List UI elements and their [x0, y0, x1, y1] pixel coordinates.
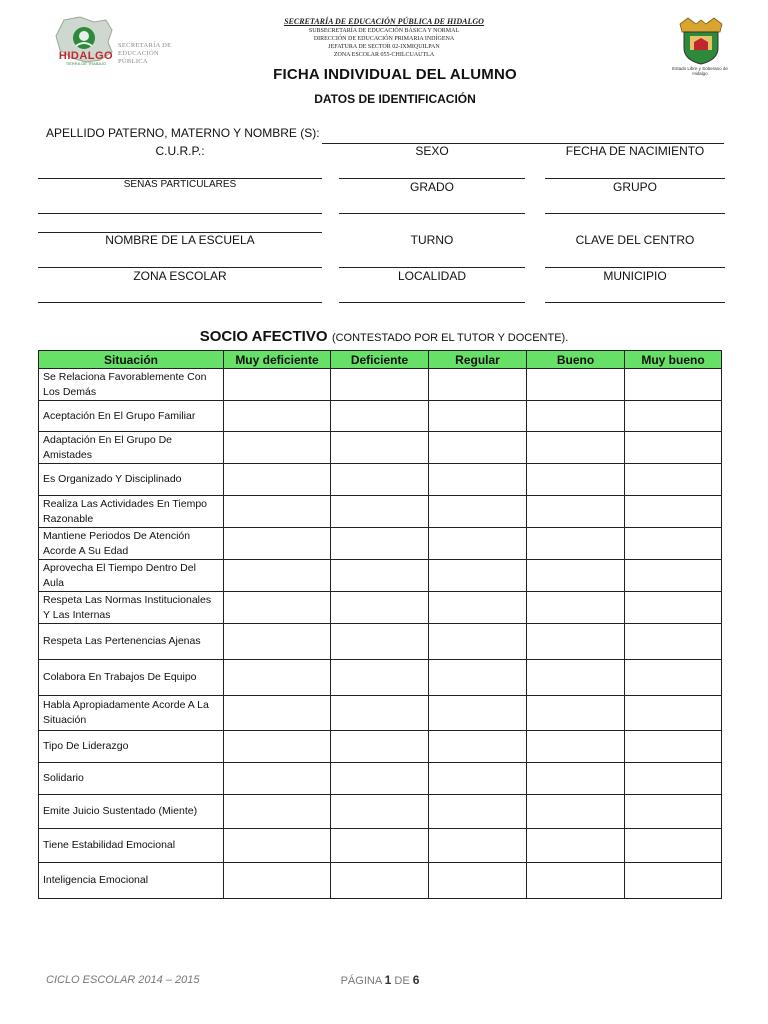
school-zone-field[interactable] — [38, 302, 322, 303]
situation-label: Realiza Las Actividades En Tiempo Razonable — [39, 496, 224, 528]
situation-label: Solidario — [39, 763, 224, 795]
situation-label: Habla Apropiadamente Acorde A La Situación — [39, 696, 224, 731]
rating-cell[interactable] — [429, 560, 527, 592]
school-field[interactable] — [38, 267, 322, 268]
rating-cell[interactable] — [527, 432, 625, 464]
table-header-row — [39, 351, 722, 369]
rating-cell[interactable] — [527, 496, 625, 528]
rating-cell[interactable] — [224, 432, 331, 464]
sexo-field[interactable] — [339, 178, 525, 179]
rating-cell[interactable] — [527, 829, 625, 863]
school-zone-label: ZONA ESCOLAR — [133, 269, 227, 283]
rating-cell[interactable] — [331, 560, 429, 592]
rating-cell[interactable] — [527, 464, 625, 496]
rating-cell[interactable] — [625, 763, 722, 795]
rating-cell[interactable] — [625, 863, 722, 899]
column-header: Situación — [39, 351, 224, 369]
school-key-label: CLAVE DEL CENTRO — [575, 233, 695, 247]
rating-cell[interactable] — [331, 696, 429, 731]
rating-cell[interactable] — [331, 432, 429, 464]
rating-cell[interactable] — [331, 731, 429, 763]
school-key-field[interactable] — [545, 267, 725, 268]
rating-cell[interactable] — [331, 528, 429, 560]
sep-side-text-line: SECRETARÍA DE — [118, 42, 172, 49]
table-row — [39, 829, 722, 863]
rating-cell[interactable] — [625, 401, 722, 432]
rating-cell[interactable] — [429, 592, 527, 624]
curp-label: C.U.R.P.: — [155, 144, 205, 158]
table-row — [39, 592, 722, 624]
column-header: Muy deficiente — [224, 351, 331, 369]
table-row — [39, 464, 722, 496]
rating-cell[interactable] — [224, 795, 331, 829]
situation-label: Se Relaciona Favorablemente Con Los Demás — [39, 369, 224, 401]
table-row — [39, 660, 722, 696]
column-header: Regular — [429, 351, 527, 369]
current-page: 1 — [384, 973, 392, 987]
rating-cell[interactable] — [331, 496, 429, 528]
shift-label: TURNO — [410, 233, 454, 247]
rating-cell[interactable] — [429, 829, 527, 863]
rating-cell[interactable] — [331, 829, 429, 863]
rating-cell[interactable] — [224, 624, 331, 660]
document-title: FICHA INDIVIDUAL DEL ALUMNO — [273, 66, 517, 83]
rating-cell[interactable] — [224, 464, 331, 496]
table-row — [39, 560, 722, 592]
rating-cell[interactable] — [527, 696, 625, 731]
rating-cell[interactable] — [224, 763, 331, 795]
rating-cell[interactable] — [331, 795, 429, 829]
institution-line: SECRETARÍA DE EDUCACIÓN PÚBLICA DE HIDALGO — [284, 17, 484, 26]
municipality-field[interactable] — [545, 302, 725, 303]
institution-header — [230, 16, 538, 59]
column-header: Bueno — [527, 351, 625, 369]
rating-cell[interactable] — [331, 401, 429, 432]
rating-cell[interactable] — [625, 496, 722, 528]
total-pages: 6 — [412, 973, 420, 987]
rating-cell[interactable] — [331, 763, 429, 795]
birthdate-label: FECHA DE NACIMIENTO — [565, 144, 705, 158]
institution-line: JEFATURA DE SECTOR 02-IXMIQUILPAN — [328, 44, 440, 50]
situation-label: Aceptación En El Grupo Familiar — [39, 401, 224, 432]
hidalgo-logo-text: HIDALGO — [58, 50, 114, 62]
document-subtitle: DATOS DE IDENTIFICACIÓN — [314, 92, 476, 106]
section-title: SOCIO AFECTIVO — [199, 328, 328, 345]
rating-cell[interactable] — [331, 660, 429, 696]
rating-cell[interactable] — [527, 369, 625, 401]
rating-cell[interactable] — [331, 592, 429, 624]
rating-cell[interactable] — [429, 432, 527, 464]
column-header: Deficiente — [331, 351, 429, 369]
rating-cell[interactable] — [527, 624, 625, 660]
table-row — [39, 863, 722, 899]
situation-label: Respeta Las Pertenencias Ajenas — [39, 624, 224, 660]
rating-cell[interactable] — [625, 731, 722, 763]
rating-cell[interactable] — [429, 863, 527, 899]
rating-cell[interactable] — [625, 464, 722, 496]
rating-cell[interactable] — [625, 624, 722, 660]
rating-cell[interactable] — [625, 528, 722, 560]
table-row — [39, 763, 722, 795]
school-cycle: CICLO ESCOLAR 2014 – 2015 — [46, 974, 200, 986]
rating-cell[interactable] — [224, 863, 331, 899]
rating-cell[interactable] — [625, 560, 722, 592]
marks-field[interactable] — [38, 213, 322, 214]
section-note: (CONTESTADO POR EL TUTOR Y DOCENTE). — [331, 332, 569, 344]
situation-label: Aprovecha El Tiempo Dentro Del Aula — [39, 560, 224, 592]
birthdate-field[interactable] — [545, 178, 725, 179]
socio-affective-table — [38, 350, 722, 899]
table-row — [39, 731, 722, 763]
shift-field[interactable] — [339, 267, 525, 268]
rating-cell[interactable] — [224, 660, 331, 696]
rating-cell[interactable] — [429, 731, 527, 763]
sep-side-text — [118, 42, 188, 66]
rating-cell[interactable] — [224, 731, 331, 763]
rating-cell[interactable] — [331, 863, 429, 899]
column-header: Muy bueno — [625, 351, 722, 369]
table-row — [39, 496, 722, 528]
rating-cell[interactable] — [527, 528, 625, 560]
situation-label: Adaptación En El Grupo De Amistades — [39, 432, 224, 464]
institution-line: DIRECCIÓN DE EDUCACIÓN PRIMARIA INDÍGENA — [313, 36, 455, 42]
table-row — [39, 401, 722, 432]
situation-label: Inteligencia Emocional — [39, 863, 224, 899]
situation-label: Tiene Estabilidad Emocional — [39, 829, 224, 863]
hidalgo-logo-subtext: TIERRA DE TRABAJO — [65, 61, 107, 66]
group-label: GRUPO — [612, 180, 657, 194]
socio-affective-heading — [0, 328, 768, 346]
grade-field[interactable] — [339, 213, 525, 214]
situation-label: Tipo De Liderazgo — [39, 731, 224, 763]
rating-cell[interactable] — [429, 369, 527, 401]
rating-cell[interactable] — [527, 592, 625, 624]
rating-cell[interactable] — [429, 496, 527, 528]
sep-side-text-line: PÚBLICA — [118, 58, 148, 65]
rating-cell[interactable] — [224, 696, 331, 731]
rating-cell[interactable] — [625, 829, 722, 863]
table-row — [39, 624, 722, 660]
situation-label: Mantiene Periodos De Atención Acorde A Su Edad — [39, 528, 224, 560]
rating-cell[interactable] — [224, 369, 331, 401]
locality-field[interactable] — [339, 302, 525, 303]
rating-cell[interactable] — [429, 464, 527, 496]
sexo-label: SEXO — [415, 144, 449, 158]
table-row — [39, 528, 722, 560]
grade-label: GRADO — [409, 180, 454, 194]
rating-cell[interactable] — [625, 592, 722, 624]
rating-cell[interactable] — [429, 696, 527, 731]
rating-cell[interactable] — [429, 528, 527, 560]
table-row — [39, 369, 722, 401]
group-field[interactable] — [545, 213, 725, 214]
rating-cell[interactable] — [625, 696, 722, 731]
rating-cell[interactable] — [625, 432, 722, 464]
situation-label: Colabora En Trabajos De Equipo — [39, 660, 224, 696]
school-label: NOMBRE DE LA ESCUELA — [105, 233, 255, 247]
rating-cell[interactable] — [527, 560, 625, 592]
rating-cell[interactable] — [429, 624, 527, 660]
rating-cell[interactable] — [224, 401, 331, 432]
page-number — [300, 973, 460, 987]
rating-cell[interactable] — [429, 795, 527, 829]
situation-label: Es Organizado Y Disciplinado — [39, 464, 224, 496]
rating-cell[interactable] — [527, 660, 625, 696]
rating-cell[interactable] — [224, 560, 331, 592]
rating-cell[interactable] — [224, 592, 331, 624]
rating-cell[interactable] — [331, 464, 429, 496]
table-row — [39, 795, 722, 829]
rating-cell[interactable] — [527, 863, 625, 899]
rating-cell[interactable] — [429, 660, 527, 696]
institution-line: SUBSECRETARÍA DE EDUCACIÓN BÁSICA Y NORMAL — [308, 28, 460, 34]
sep-side-text-line: EDUCACIÓN — [118, 50, 159, 57]
rating-cell[interactable] — [224, 829, 331, 863]
table-row — [39, 696, 722, 731]
rating-cell[interactable] — [331, 624, 429, 660]
situation-label: Respeta Las Normas Institucionales Y Las Internas — [39, 592, 224, 624]
institution-line: ZONA ESCOLAR 055-CHILCUAUTLA — [333, 52, 435, 58]
page-label: PÁGINA — [340, 975, 382, 987]
rating-cell[interactable] — [625, 660, 722, 696]
rating-cell[interactable] — [527, 401, 625, 432]
table-row — [39, 432, 722, 464]
marks-label: SEÑAS PARTICULARES — [123, 179, 237, 190]
rating-cell[interactable] — [527, 795, 625, 829]
rating-cell[interactable] — [224, 528, 331, 560]
state-logo-caption: Estado Libre y Soberano de Hidalgo — [672, 66, 728, 76]
rating-cell[interactable] — [625, 369, 722, 401]
rating-cell[interactable] — [527, 763, 625, 795]
rating-cell[interactable] — [429, 401, 527, 432]
locality-label: LOCALIDAD — [397, 269, 467, 283]
rating-cell[interactable] — [527, 731, 625, 763]
rating-cell[interactable] — [429, 763, 527, 795]
rating-cell[interactable] — [331, 369, 429, 401]
rating-cell[interactable] — [224, 496, 331, 528]
situation-label: Emite Juicio Sustentado (Miente) — [39, 795, 224, 829]
municipality-label: MUNICIPIO — [603, 269, 667, 283]
student-name-label: APELLIDO PATERNO, MATERNO Y NOMBRE (S): — [46, 126, 320, 140]
rating-cell[interactable] — [625, 795, 722, 829]
of-label: DE — [394, 975, 410, 987]
